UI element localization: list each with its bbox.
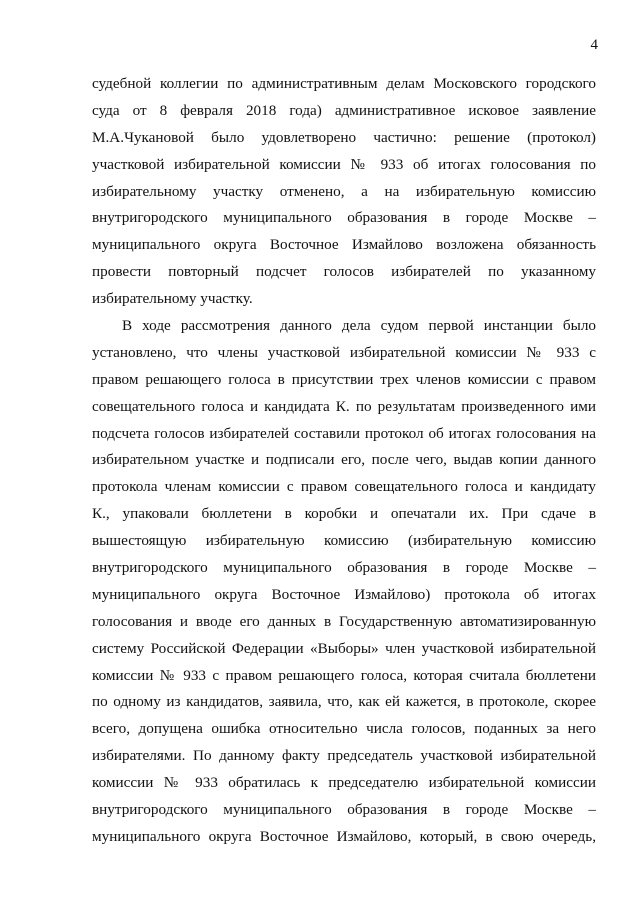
paragraph (92, 313, 596, 851)
text-line: судебной коллегии по административным делам Московского городского (92, 75, 596, 92)
text-line: К., упаковали бюллетени в коробки и опечатали их. При сдаче в (92, 505, 596, 523)
text-line: вышестоящую избирательную комиссию (избирательную комиссию (92, 532, 596, 550)
text-line: провести повторный подсчет голосов избирателей по указанному (92, 263, 596, 281)
text-line: правом решающего голоса в присутствии трех членов комиссии с правом (92, 370, 596, 388)
text-line: муниципального округа Восточное Измайлово) протокола об итогах (92, 585, 596, 603)
text-line: В ходе рассмотрения данного дела судом первой инстанции было (122, 317, 596, 335)
text-line: совещательного голоса и кандидата К. по результатам произведенного ими (92, 397, 596, 415)
text-line: внутригородского муниципального образования в городе Москве – (92, 801, 596, 819)
text-line: комиссии № 933 обратилась к председателю избирательной комиссии (92, 774, 596, 792)
text-line: избирательном участке и подписали его, после чего, выдав копии данного (92, 451, 596, 469)
text-line: избирательному участку отменено, а на избирательную комиссию (92, 182, 596, 200)
text-line: комиссии № 933 с правом решающего голоса, которая считала бюллетени (92, 666, 596, 684)
text-line: муниципального округа Восточное Измайлово возложена обязанность (92, 236, 596, 254)
text-line: по одному из кандидатов, заявила, что, как ей кажется, в протоколе, скорее (92, 693, 596, 711)
text-line: избирателями. По данному факту председатель участковой избирательной (92, 747, 596, 765)
text-line: подсчета голосов избирателей составили протокол об итогах голосования на (92, 424, 596, 442)
text-line: внутригородского муниципального образования в городе Москве – (92, 559, 596, 577)
text-line: участковой избирательной комиссии № 933 об итогах голосования по (92, 155, 596, 173)
page-number: 4 (590, 37, 598, 53)
text-line: голосования и вводе его данных в Государственную автоматизированную (92, 612, 596, 630)
paragraph (92, 71, 596, 313)
text-line: всего, допущена ошибка относительно числа голосов, поданных за него (92, 720, 596, 738)
text-line: М.А.Чукановой было удовлетворено частично: решение (протокол) (92, 128, 596, 146)
text-line: установлено, что члены участковой избирательной комиссии № 933 с (92, 343, 596, 361)
text-line: муниципального округа Восточное Измайлово, который, в свою очередь, (92, 827, 596, 845)
text-line: суда от 8 февраля 2018 года) административное исковое заявление (92, 101, 596, 119)
document-body (92, 71, 596, 851)
text-line: избирательному участку. (92, 290, 253, 308)
text-line: внутригородского муниципального образования в городе Москве – (92, 209, 596, 227)
text-line: систему Российской Федерации «Выборы» член участковой избирательной (92, 639, 596, 657)
text-line: протокола членам комиссии с правом совещательного голоса и кандидату (92, 478, 596, 496)
